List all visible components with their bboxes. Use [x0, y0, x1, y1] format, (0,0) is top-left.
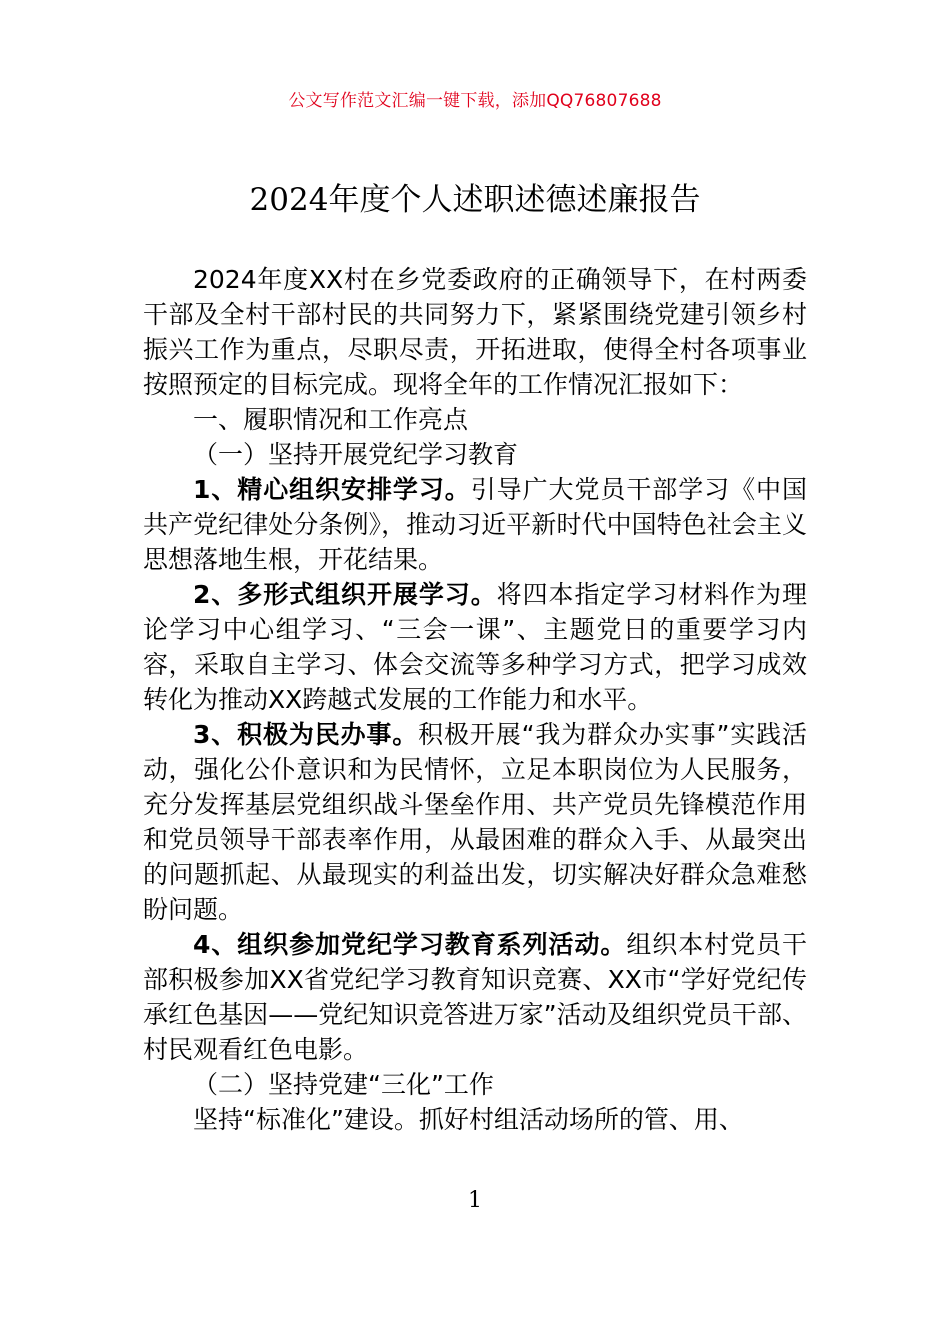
item-paragraph-1 — [143, 472, 807, 577]
last-paragraph: 坚持“标准化”建设。抓好村组活动场所的管、用、 — [193, 1105, 744, 1134]
item-lead-3: 3、积极为民办事。 — [193, 720, 419, 749]
subsection-heading-2: （二）坚持党建“三化”工作 — [193, 1070, 494, 1099]
item-lead-4: 4、组织参加党纪学习教育系列活动。 — [193, 930, 627, 959]
item-paragraph-4 — [143, 927, 807, 1067]
page-number: 1 — [468, 1188, 482, 1213]
item-lead-2: 2、多形式组织开展学习。 — [193, 580, 497, 609]
subsection-heading-1: （一）坚持开展党纪学习教育 — [193, 440, 519, 469]
document-title: 2024年度个人述职述德述廉报告 — [249, 182, 701, 218]
item-paragraph-3 — [143, 717, 807, 927]
watermark-banner: 公文写作范文汇编一键下载，添加QQ76807688 — [288, 91, 662, 111]
item-text-3: 积极开展“我为群众办实事”实践活动，强化公仆意识和为民情怀，立足本职岗位为人民服务，充分发挥基层党组织战斗堡垒作用、共产党员先锋模范作用和党员领导干部表率作用，从最困难的群众入手、从最突出的问题抓起、从最现实的利益出发，切实解决好群众急难愁盼问题。 — [143, 720, 807, 924]
item-text-1: 引导广大党员干部学习《中国共产党纪律处分条例》，推动习近平新时代中国特色社会主义思想落地生根，开花结果。 — [143, 475, 807, 574]
item-text-2: 将四本指定学习材料作为理论学习中心组学习、“三会一课”、主题党日的重要学习内容，采取自主学习、体会交流等多种学习方式，把学习成效转化为推动XX跨越式发展的工作能力和水平。 — [143, 580, 807, 714]
intro-paragraph: 2024年度XX村在乡党委政府的正确领导下，在村两委干部及全村干部村民的共同努力下，紧紧围绕党建引领乡村振兴工作为重点，尽职尽责，开拓进取，使得全村各项事业按照预定的目标完成。现将全年的工作情况汇报如下： — [143, 265, 807, 399]
document-body — [143, 262, 807, 1137]
item-paragraph-2 — [143, 577, 807, 717]
section-heading-1: 一、履职情况和工作亮点 — [193, 405, 469, 434]
item-lead-1: 1、精心组织安排学习。 — [193, 475, 471, 504]
item-text-4: 组织本村党员干部积极参加XX省党纪学习教育知识竞赛、XX市“学好党纪传承红色基因——党纪知识竞答进万家”活动及组织党员干部、村民观看红色电影。 — [143, 930, 807, 1064]
